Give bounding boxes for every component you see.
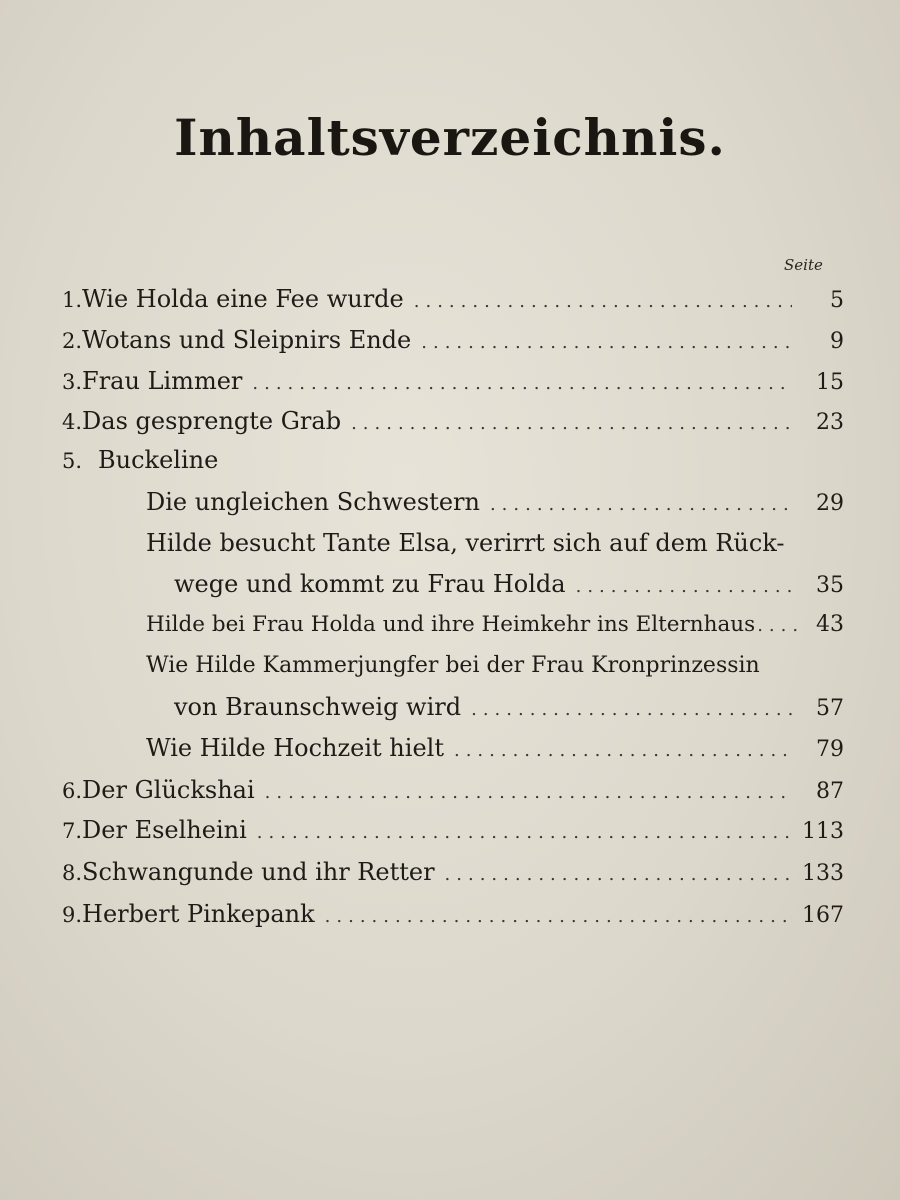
entry-title: Wie Holda eine Fee wurde [82, 285, 404, 313]
entry-page: 133 [802, 861, 844, 886]
entry-title: Frau Limmer [82, 367, 243, 395]
entry-page: 79 [816, 737, 844, 762]
entry-title: Hilde bei Frau Holda und ihre Heimkehr ins Elternhaus [146, 612, 756, 637]
leader-dots [265, 773, 792, 813]
entry-number: 4. [62, 410, 83, 434]
entry-number: 6. [62, 779, 83, 803]
entry-page: 87 [816, 779, 844, 804]
entry-number: 8. [62, 861, 83, 885]
entry-title: Das gesprengte Grab [82, 407, 342, 435]
entry-title: Herbert Pinkepank [82, 900, 315, 928]
leader-dots [576, 567, 792, 607]
entry-page: 23 [816, 410, 844, 435]
toc-subentry-continuation [174, 564, 844, 604]
entry-number: 9. [62, 903, 83, 927]
leader-dots [445, 855, 792, 895]
entry-title: Der Glückshai [82, 776, 255, 804]
leader-dots [454, 731, 792, 771]
entry-title: Schwangunde und ihr Retter [82, 858, 435, 886]
leader-dots [414, 282, 792, 322]
toc-subentry [146, 605, 844, 645]
page-title: Inhaltsverzeichnis. [174, 108, 726, 167]
toc-entry [62, 894, 844, 934]
leader-dots [757, 606, 798, 646]
entry-page: 9 [830, 329, 844, 354]
entry-number: 2. [62, 329, 83, 353]
toc-subentry [146, 482, 844, 522]
toc-subentry [146, 728, 844, 768]
entry-title: Wotans und Sleipnirs Ende [82, 326, 412, 354]
toc-entry [62, 361, 844, 401]
leader-dots [421, 323, 792, 363]
toc-entry [62, 401, 844, 441]
toc-subentry-continuation [174, 687, 844, 727]
toc-entry [62, 320, 844, 360]
entry-title: von Braunschweig wird [174, 693, 462, 721]
entry-title: Wie Hilde Kammerjungfer bei der Frau Kronprinzessin [146, 653, 760, 678]
entry-title: Die ungleichen Schwestern [146, 488, 480, 516]
toc-entry [62, 279, 844, 319]
leader-dots [490, 485, 792, 525]
leader-dots [471, 690, 792, 730]
entry-title: Wie Hilde Hochzeit hielt [146, 734, 444, 762]
entry-page: 5 [830, 288, 844, 313]
entry-page: 113 [802, 819, 844, 844]
entry-title: Der Eselheini [82, 816, 247, 844]
toc-subentry [146, 646, 844, 686]
leader-dots [252, 364, 792, 404]
leader-dots [325, 897, 792, 937]
entry-page: 35 [816, 573, 844, 598]
toc-entry [62, 810, 844, 850]
entry-page: 15 [816, 370, 844, 395]
entry-page: 167 [802, 903, 844, 928]
entry-number: 1. [62, 288, 83, 312]
entry-number: 3. [62, 370, 83, 394]
page-column-header: Seite [784, 256, 823, 274]
entry-page: 57 [816, 696, 844, 721]
entry-number: 7. [62, 819, 83, 843]
entry-title: wege und kommt zu Frau Holda [174, 570, 566, 598]
entry-number: 5. [62, 449, 83, 473]
leader-dots [351, 404, 792, 444]
entry-page: 29 [816, 491, 844, 516]
entry-page: 43 [816, 612, 844, 637]
toc-entry [62, 770, 844, 810]
toc-entry [62, 440, 844, 480]
entry-title: Buckeline [98, 446, 219, 474]
toc-entry [62, 852, 844, 892]
entry-title: Hilde besucht Tante Elsa, verirrt sich auf dem Rück- [146, 529, 785, 557]
leader-dots [257, 813, 792, 853]
toc-subentry [146, 523, 844, 563]
